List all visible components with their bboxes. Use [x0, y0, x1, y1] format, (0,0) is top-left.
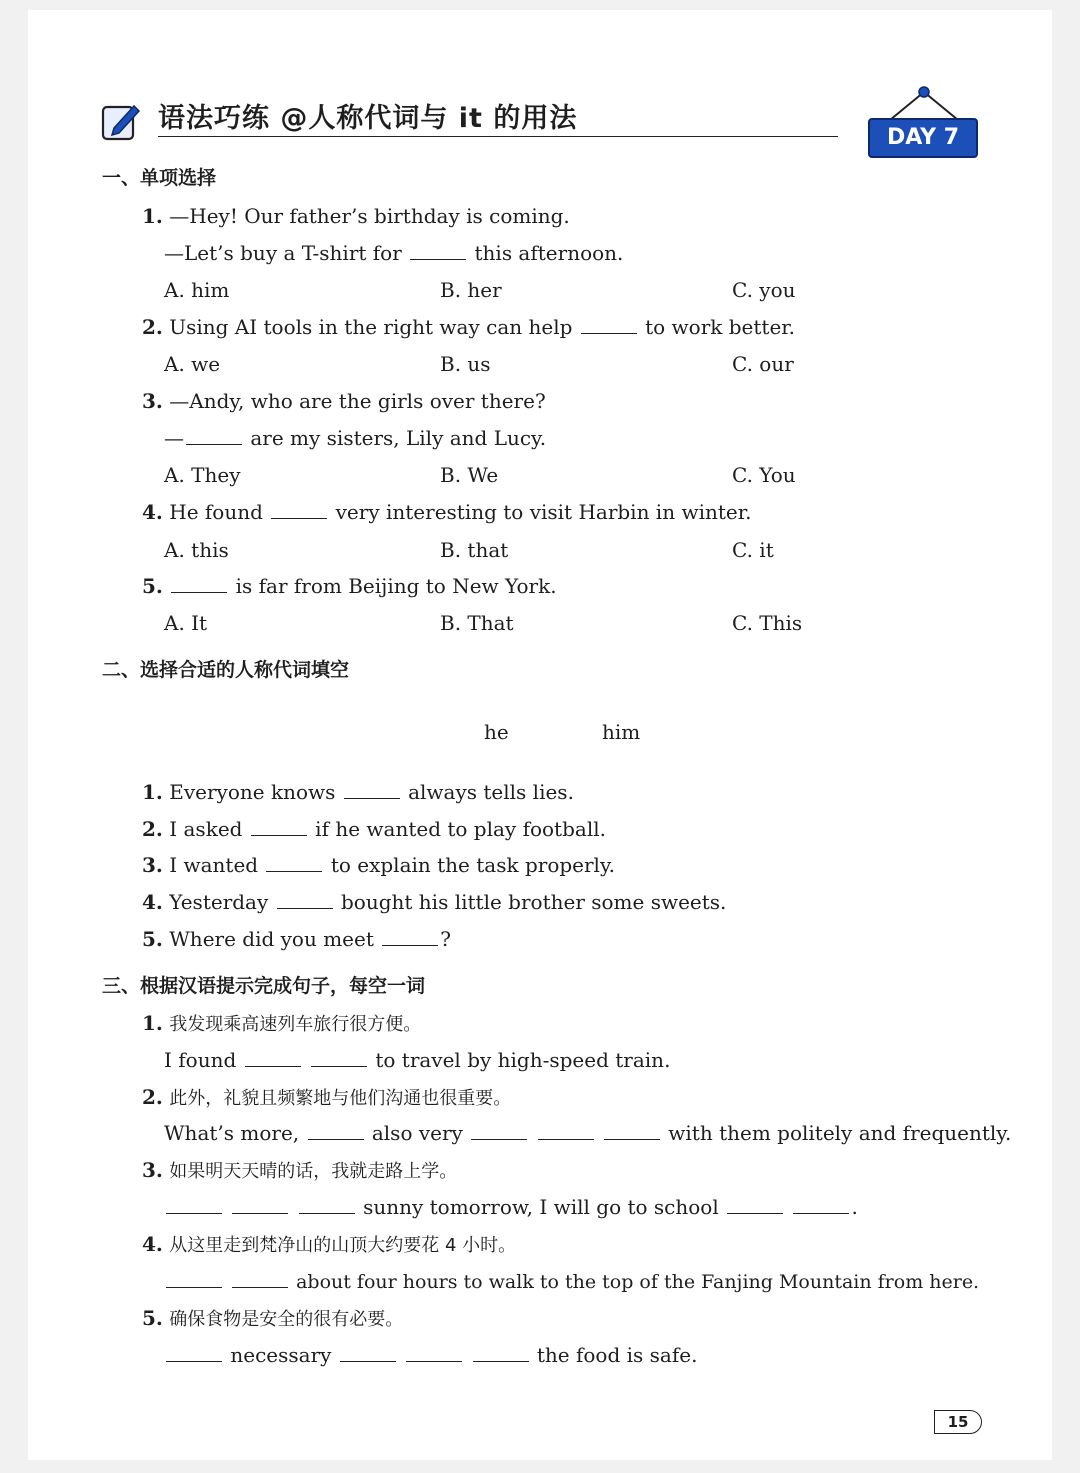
question-text: ?: [440, 927, 451, 951]
question-text: to explain the task properly.: [330, 853, 615, 877]
question-line: [164, 1269, 979, 1294]
answer-blank[interactable]: [382, 927, 438, 946]
option-a[interactable]: A. him: [164, 278, 230, 302]
question-number: 1.: [142, 204, 163, 228]
question: [142, 853, 615, 877]
option-c[interactable]: C. This: [732, 611, 803, 635]
option-c[interactable]: C. you: [732, 278, 796, 302]
dash: —: [164, 426, 184, 450]
answer-blank[interactable]: [471, 1121, 527, 1140]
badge-hanger: [886, 86, 962, 122]
question-number: 3.: [142, 1158, 163, 1182]
question: [142, 1085, 511, 1111]
question-number: 4.: [142, 500, 163, 524]
chinese-prompt: 我发现乘高速列车旅行很方便。: [169, 1014, 422, 1035]
chinese-prompt: 如果明天天晴的话，我就走路上学。: [169, 1161, 458, 1182]
answer-blank[interactable]: [299, 1195, 355, 1214]
option-a[interactable]: A. this: [164, 538, 229, 562]
question-text: to travel by high-speed train.: [375, 1048, 671, 1072]
question-number: 5.: [142, 927, 163, 951]
answer-blank[interactable]: [538, 1121, 594, 1140]
question-number: 1.: [142, 1011, 163, 1035]
question-text: Using AI tools in the right way can help: [169, 315, 573, 339]
question-text: sunny tomorrow, I will go to school: [363, 1195, 719, 1219]
option-b[interactable]: B. We: [440, 463, 499, 487]
answer-blank[interactable]: [793, 1195, 849, 1214]
answer-blank[interactable]: [166, 1269, 222, 1288]
question-line: [164, 426, 546, 450]
answer-blank[interactable]: [604, 1121, 660, 1140]
question-number: 4.: [142, 890, 163, 914]
answer-blank[interactable]: [266, 853, 322, 872]
answer-blank[interactable]: [581, 315, 637, 334]
question-number: 3.: [142, 853, 163, 877]
option-c[interactable]: C. our: [732, 352, 794, 376]
option-c[interactable]: C. You: [732, 463, 796, 487]
option-a[interactable]: A. They: [164, 463, 241, 487]
pencil-icon: [100, 100, 142, 142]
question-number: 2.: [142, 315, 163, 339]
answer-blank[interactable]: [245, 1048, 301, 1067]
option-c[interactable]: C. it: [732, 538, 774, 562]
question-text: I asked: [169, 817, 243, 841]
answer-blank[interactable]: [171, 574, 227, 593]
question-line: [164, 1343, 697, 1367]
question-text: necessary: [230, 1343, 332, 1367]
answer-blank[interactable]: [410, 241, 466, 260]
question-text: always tells lies.: [408, 780, 574, 804]
question-text: about four hours to walk to the top of the Fanjing Mountain from here.: [296, 1271, 980, 1293]
question-line: [164, 1195, 858, 1219]
question-number: 5.: [142, 574, 163, 598]
question-text: —Hey! Our father’s birthday is coming.: [169, 204, 570, 228]
question-text: the food is safe.: [536, 1343, 698, 1367]
question-text: to work better.: [645, 315, 796, 339]
question-text: He found: [169, 500, 263, 524]
option-a[interactable]: A. It: [164, 611, 208, 635]
answer-blank[interactable]: [344, 780, 400, 799]
answer-blank[interactable]: [232, 1269, 288, 1288]
question: [142, 1011, 421, 1037]
answer-blank[interactable]: [186, 426, 242, 445]
answer-blank[interactable]: [251, 817, 307, 836]
page-number: 15: [934, 1410, 982, 1434]
question: [142, 890, 726, 914]
option-b[interactable]: B. that: [440, 538, 509, 562]
answer-blank[interactable]: [473, 1343, 529, 1362]
question: [142, 315, 795, 339]
question-text: also very: [371, 1121, 463, 1145]
question-text: .: [851, 1195, 858, 1219]
title-underline: [158, 136, 838, 137]
question-line: [164, 1048, 670, 1072]
question-line: [164, 241, 623, 265]
question: [142, 389, 546, 413]
question-text: this afternoon.: [474, 241, 624, 265]
section-2-heading: 二、选择合适的人称代词填空: [102, 659, 350, 681]
question-text: very interesting to visit Harbin in winter.: [335, 500, 752, 524]
option-a[interactable]: A. we: [164, 352, 221, 376]
option-b[interactable]: B. us: [440, 352, 491, 376]
question-text: —Let’s buy a T-shirt for: [164, 241, 402, 265]
answer-blank[interactable]: [166, 1195, 222, 1214]
question-text: Yesterday: [169, 890, 269, 914]
answer-blank[interactable]: [277, 890, 333, 909]
question-text: if he wanted to play football.: [315, 817, 606, 841]
question: [142, 500, 751, 524]
question-text: Where did you meet: [169, 927, 374, 951]
word-bank-item: he: [484, 720, 509, 744]
option-b[interactable]: B. her: [440, 278, 502, 302]
answer-blank[interactable]: [308, 1121, 364, 1140]
word-bank-item: him: [602, 720, 641, 744]
answer-blank[interactable]: [166, 1343, 222, 1362]
answer-blank[interactable]: [232, 1195, 288, 1214]
question-text: bought his little brother some sweets.: [341, 890, 727, 914]
chinese-prompt: 从这里走到梵净山的山顶大约要花 4 小时。: [169, 1235, 517, 1256]
question-text: I wanted: [169, 853, 259, 877]
answer-blank[interactable]: [727, 1195, 783, 1214]
day-badge: DAY 7: [868, 118, 978, 158]
question-number: 5.: [142, 1306, 163, 1330]
question-text: is far from Beijing to New York.: [235, 574, 557, 598]
question-text: —Andy, who are the girls over there?: [169, 389, 546, 413]
question: [142, 204, 570, 228]
question-line: [164, 1121, 1011, 1145]
chinese-prompt: 此外，礼貌且频繁地与他们沟通也很重要。: [169, 1088, 512, 1109]
question-text: with them politely and frequently.: [668, 1121, 1012, 1145]
question-text: I found: [164, 1048, 237, 1072]
section-3-heading: 三、根据汉语提示完成句子，每空一词: [102, 975, 426, 997]
question-number: 3.: [142, 389, 163, 413]
question-number: 1.: [142, 780, 163, 804]
answer-blank[interactable]: [271, 500, 327, 519]
question: [142, 927, 451, 951]
question: [142, 1306, 403, 1332]
answer-blank[interactable]: [406, 1343, 462, 1362]
question: [142, 574, 557, 598]
page-title: 语法巧练 @人称代词与 it 的用法: [158, 103, 578, 134]
question: [142, 1158, 457, 1184]
question-number: 2.: [142, 1085, 163, 1109]
question-text: What’s more,: [164, 1121, 300, 1145]
question-text: are my sisters, Lily and Lucy.: [250, 426, 547, 450]
answer-blank[interactable]: [311, 1048, 367, 1067]
question: [142, 780, 574, 804]
question-text: Everyone knows: [169, 780, 336, 804]
chinese-prompt: 确保食物是安全的很有必要。: [169, 1309, 404, 1330]
question-number: 2.: [142, 817, 163, 841]
question: [142, 1232, 516, 1258]
answer-blank[interactable]: [340, 1343, 396, 1362]
section-1-heading: 一、单项选择: [102, 167, 217, 189]
option-b[interactable]: B. That: [440, 611, 514, 635]
question-number: 4.: [142, 1232, 163, 1256]
question: [142, 817, 606, 841]
